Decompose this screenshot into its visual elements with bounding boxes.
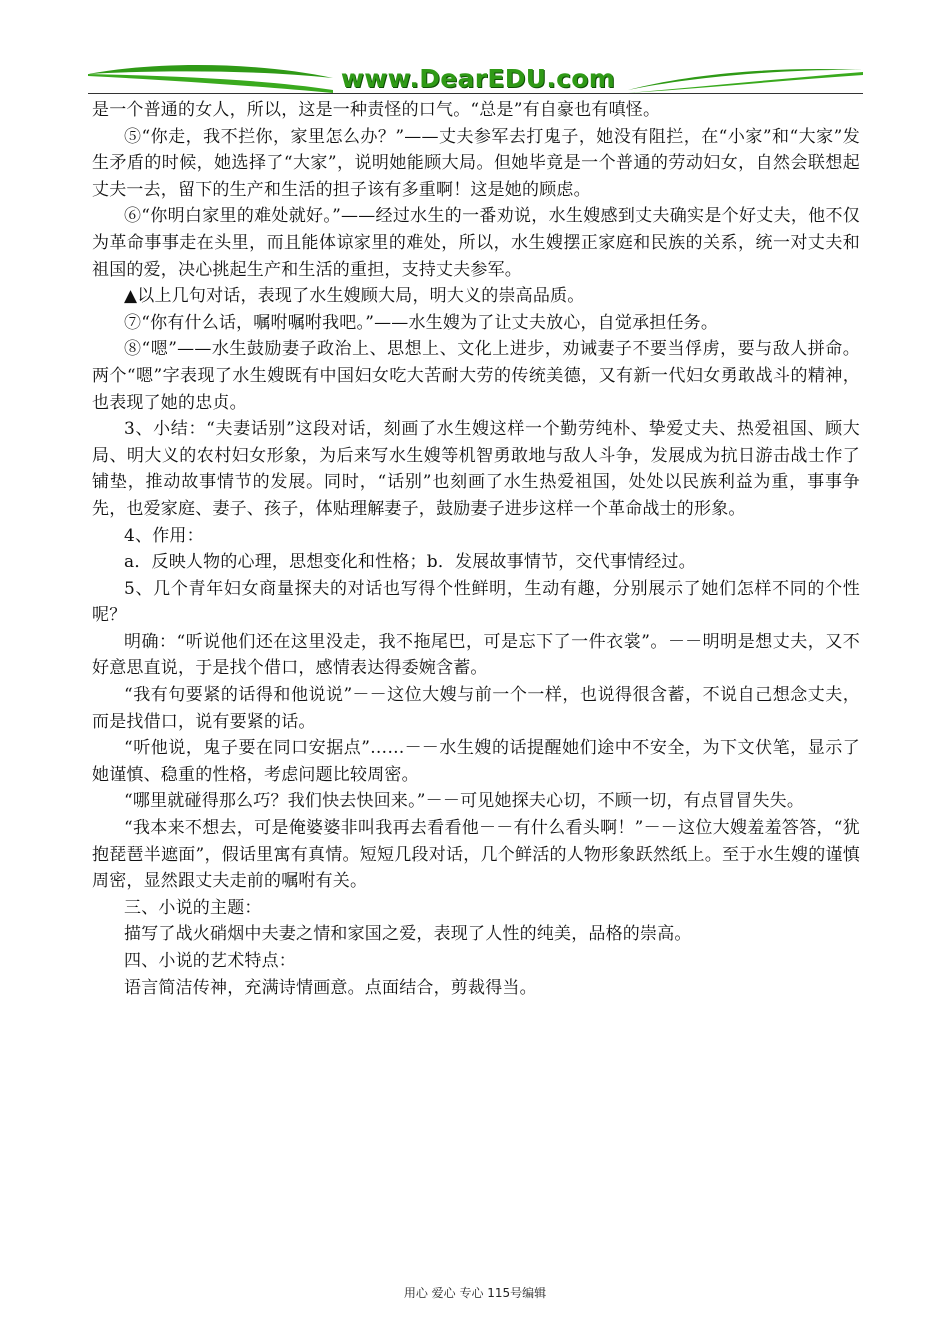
paragraph: 描写了战火硝烟中夫妻之情和家国之爱，表现了人性的纯美，品格的崇高。 (124, 924, 692, 945)
paragraph: 3、小结：“夫妻话别”这段对话，刻画了水生嫂这样一个勤劳纯朴、挚爱丈夫、热爱祖国、顾大局、明大义的农村妇女形象，为后来写水生嫂等机智勇敢地与敌人斗争，发展成为抗日游击战士作了铺垫，推动故事情节的发展。同时，“话别”也刻画了水生热爱祖国，处处以民族利益为重，事事争先，也爱家庭、妻子、孩子，体贴理解妻子，鼓励妻子进步这样一个革命战士的形象。 (92, 419, 860, 519)
paragraph: “哪里就碰得那么巧？我们快去快回来。”－－可见她探夫心切，不顾一切，有点冒冒失失。 (124, 791, 805, 812)
paragraph: “听他说，鬼子要在同口安据点”……－－水生嫂的话提醒她们途中不安全，为下文伏笔，显示了她谨慎、稳重的性格，考虑问题比较周密。 (92, 738, 860, 785)
paragraph: 4、作用： (124, 525, 204, 546)
paragraph: 明确：“听说他们还在这里没走，我不拖尾巴，可是忘下了一件衣裳”。－－明明是想丈夫，又不好意思直说，于是找个借口，感情表达得委婉含蓄。 (92, 631, 860, 679)
paragraph: 三、小说的主题： (124, 897, 262, 918)
paragraph: ⑦“你有什么话，嘱咐嘱咐我吧。”——水生嫂为了让丈夫放心，自觉承担任务。 (124, 312, 719, 333)
paragraph: 5、几个青年妇女商量探夫的对话也写得个性鲜明，生动有趣，分别展示了她们怎样不同的个性呢？ (92, 578, 860, 626)
paragraph: ⑧“嗯”——水生鼓励妻子政治上、思想上、文化上进步，劝诫妻子不要当俘虏，要与敌人拼命。两个“嗯”字表现了水生嫂既有中国妇女吃大苦耐大劳的传统美德，又有新一代妇女勇敢战斗的精神，也表现了她的忠贞。 (92, 339, 860, 413)
paragraph: “我本来不想去，可是俺婆婆非叫我再去看看他－－有什么看头啊！”－－这位大嫂羞羞答答，“犹抱琵琶半遮面”，假话里寓有真情。短短几段对话，几个鲜活的人物形象跃然纸上。至于水生嫂的谨慎周密，显然跟丈夫走前的嘱咐有关。 (92, 818, 860, 892)
page-header (88, 60, 863, 96)
paragraph: a．反映人物的心理，思想变化和性格；b．发展故事情节，交代事情经过。 (124, 552, 696, 573)
paragraph: ⑥“你明白家里的难处就好。”——经过水生的一番劝说，水生嫂感到丈夫确实是个好丈夫，他不仅为革命事事走在头里，而且能体谅家里的难处，所以，水生嫂摆正家庭和民族的关系，统一对丈夫和祖国的爱，决心挑起生产和生活的重担，支持丈夫参军。 (92, 206, 860, 280)
paragraph: “我有句要紧的话得和他说说”－－这位大嫂与前一个一样，也说得很含蓄，不说自己想念丈夫，而是找借口，说有要紧的话。 (92, 685, 860, 732)
right-swoosh (628, 69, 863, 90)
left-swoosh-base (88, 74, 333, 93)
header-divider (88, 93, 863, 94)
paragraph: ▲以上几句对话，表现了水生嫂顾大局，明大义的崇高品质。 (124, 286, 585, 307)
paragraph: 四、小说的艺术特点： (124, 951, 296, 971)
page-footer: 用心 爱心 专心 115号编辑 (403, 1286, 547, 1300)
paragraph: ⑤“你走，我不拦你，家里怎么办？”——丈夫参军去打鬼子，她没有阻拦，在“小家”和“大家”发生矛盾的时候，她选择了“大家”，说明她能顾大局。但她毕竟是一个普通的劳动妇女，自然会联想起丈夫一去，留下的生产和生活的担子该有多重啊！这是她的顾虑。 (92, 126, 860, 200)
paragraph: 是一个普通的女人，所以，这是一种责怪的口气。“总是”有自豪也有嗔怪。 (92, 100, 661, 120)
paragraph: 语言简洁传神，充满诗情画意。点面结合，剪裁得当。 (124, 977, 537, 998)
site-logo-text: www.DearEDU.com (340, 64, 616, 93)
document-body (92, 97, 860, 1001)
